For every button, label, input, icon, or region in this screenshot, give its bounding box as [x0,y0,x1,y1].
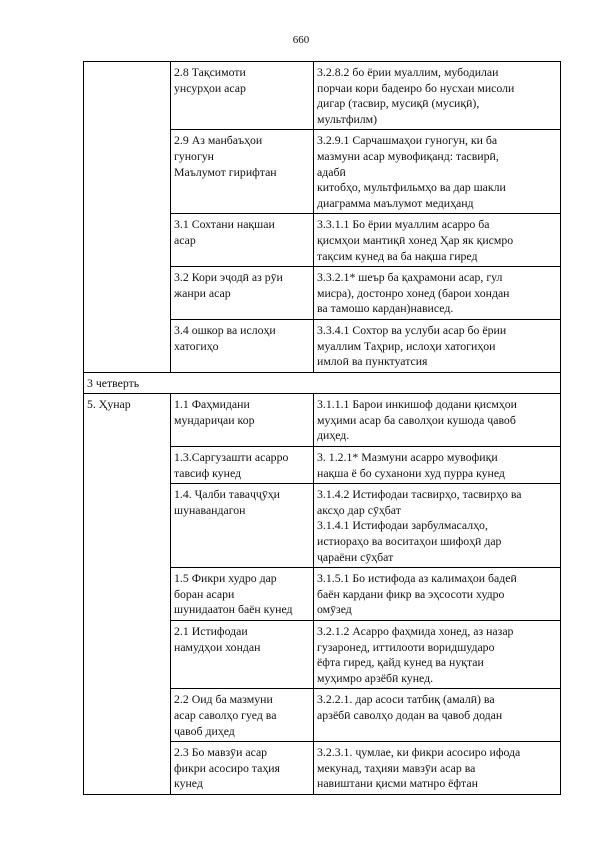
topic-cell-line: 3.2 Кори эҷодӣ аз рӯи [174,270,283,285]
content-cell-line: гузаронед, иттилооти воридшударо [317,639,495,654]
content-cell [314,62,561,130]
topic-cell-line: кунед [174,776,203,791]
topic-cell-line: шунидаатон баён кунед [174,602,293,617]
table-body-top [84,62,561,373]
content-cell-line: 3.1.4.1 Истифодаи зарбулмасалҳо, [317,518,488,533]
content-cell [314,568,561,621]
topic-cell-line: фикри асосиро таҳия [174,760,280,775]
content-cell-line: тақсим кунед ва ба нақша гиред [317,248,478,263]
content-cell-line: қисмҳои мантиқӣ хонед Ҳар як қисмро [317,232,514,247]
topic-cell-line: гуногун [174,148,214,163]
topic-cell-line: 1.1 Фаҳмидани [174,397,250,412]
content-cell [314,689,561,742]
topic-cell [171,447,314,484]
content-cell-line: 3.2.9.1 Сарчашмаҳои гуногун, ки ба [317,133,498,148]
topic-cell-line: хатогиҳо [174,338,219,353]
content-cell-line: аксҳо дар сӯҳбат [317,502,401,517]
topic-cell-line: 2.1 Истифодаи [174,624,248,638]
topic-cell [171,62,314,130]
table-row [84,394,561,447]
content-cell-line: 3.2.3.1. ҷумлае, ки фикри асосиро ифода [317,745,521,760]
content-cell-line: 3.2.2.1. дар асоси татбиқ (амалӣ) ва [317,692,495,707]
topic-cell [171,689,314,742]
content-cell [314,267,561,320]
quarter-label: 3 четверть [84,372,561,394]
content-cell-line: дигар (тасвир, мусиқӣ (мусиқӣ), [317,96,480,111]
topic-cell-line: асар саволҳо гуед ва [174,707,277,722]
topic-cell-line: 1.4. Ҷалби таваҷҷӯҳи [174,487,280,502]
content-cell [314,214,561,267]
content-cell-line: муаллим Таҳрир, ислоҳи хатогиҳои [317,338,496,353]
topic-cell [171,742,314,795]
content-cell-line: 3.3.1.1 Бо ёрии муаллим асарро ба [317,217,490,232]
content-cell-line: мекунад, таҳияи мавзӯи асар ва [317,760,476,775]
content-cell-line: муҳими асар ба саволҳои кушода ҷавоб [317,412,516,427]
topic-cell [171,484,314,568]
topic-cell-line: унсурҳои асар [174,80,246,95]
content-cell [314,621,561,689]
content-cell [314,484,561,568]
topic-cell-line: мундариҷаи кор [174,412,255,427]
content-cell [314,447,561,484]
topic-cell-line: Маълумот гирифтан [174,164,277,179]
section-cell [84,394,171,795]
topic-cell-line: 2.3 Бо мавзӯи асар [174,745,268,760]
content-cell-line: арзёбӣ саволҳо додан ва ҷавоб додан [317,707,503,722]
content-cell-line: мисра), достонро хонед (барои хондан [317,285,510,300]
content-cell-line: мультфилм) [317,111,378,126]
topic-cell [171,319,314,372]
content-cell-line: истиораҳо ва воситаҳои шифоҳӣ дар [317,534,502,549]
content-cell-line: имлоӣ ва пунктуатсия [317,354,428,369]
quarter-section [84,372,561,394]
topic-cell [171,568,314,621]
content-cell-line: ҷараёни сӯҳбат [317,549,394,564]
topic-cell-line: намудҳои хондан [174,639,261,654]
curriculum-table [83,61,561,795]
topic-cell-line: 1.5 Фикри худро дар [174,571,277,586]
content-cell-line: 3. 1.2.1* Мазмуни асарро мувофиқи [317,450,498,465]
topic-cell-line: жанри асар [174,285,231,300]
topic-cell-line: боран асари [174,586,235,601]
section-label: 5. Ҳунар [87,397,131,412]
topic-cell-line: 3.4 ошкор ва ислоҳи [174,322,276,337]
topic-cell-line: 2.2 Оид ба мазмуни [174,692,273,707]
page-number: 660 [292,34,310,46]
content-cell-line: адабӣ [317,164,346,179]
content-cell [314,742,561,795]
table-body-bottom [84,394,561,795]
content-cell-line: 3.3.2.1* шеър ба қаҳрамони асар, гул [317,270,503,285]
topic-cell-line: асар [174,232,196,247]
content-cell-line: муҳимро арзёбӣ кунед. [317,670,434,685]
content-cell-line: 3.1.5.1 Бо истифода аз калимаҳои бадеӣ [317,571,517,586]
topic-cell [171,621,314,689]
content-cell-line: 3.2.8.2 бо ёрии муаллим, мубодилаи [317,65,499,79]
content-cell-line: ва тамошо кардан)нависед. [317,301,454,316]
content-cell-line: навиштани қисми матнро ёфтан [317,776,478,791]
topic-cell-line: 2.9 Аз манбаъҳои [174,133,263,148]
content-cell-line: нақша ё бо суханони худ пурра кунед [317,465,505,480]
content-cell-line: порчаи кори бадеиро бо нусхаи мисоли [317,80,515,95]
topic-cell-line: тавсиф кунед [174,465,242,480]
content-cell-line: 3.1.1.1 Барои инкишоф додани қисмҳои [317,397,517,412]
content-cell-line: диҳед. [317,428,350,443]
content-cell-line: китобҳо, мультфильмҳо ва дар шакли [317,180,506,195]
content-cell [314,319,561,372]
section-cell-empty [84,62,171,373]
table-row [84,62,561,130]
topic-cell [171,394,314,447]
content-cell-line: омӯзед [317,602,352,617]
content-cell-line: баён кардани фикр ва эҳсосоти худро [317,586,505,601]
content-cell [314,130,561,214]
topic-cell [171,214,314,267]
content-cell-line: 3.3.4.1 Сохтор ва услуби асар бо ёрии [317,322,507,337]
content-cell [314,394,561,447]
content-cell-line: 3.1.4.2 Истифодаи тасвирҳо, тасвирҳо ва [317,487,522,502]
topic-cell-line: 1.3.Саргузашти асарро [174,450,289,465]
quarter-row [84,372,561,394]
topic-cell [171,267,314,320]
topic-cell-line: 2.8 Тақсимоти [174,65,246,79]
topic-cell [171,130,314,214]
topic-cell-line: 3.1 Сохтани нақшаи [174,217,275,232]
content-cell-line: ёфта гиред, қайд кунед ва нуқтаи [317,655,484,670]
content-cell-line: 3.2.1.2 Асарро фаҳмида хонед, аз назар [317,624,514,638]
content-cell-line: диаграмма маълумот медиҳанд [317,195,474,210]
content-cell-line: мазмуни асар мувофиқанд: тасвирӣ, [317,148,499,163]
topic-cell-line: шунавандагон [174,502,246,517]
topic-cell-line: ҷавоб диҳед [174,723,235,738]
